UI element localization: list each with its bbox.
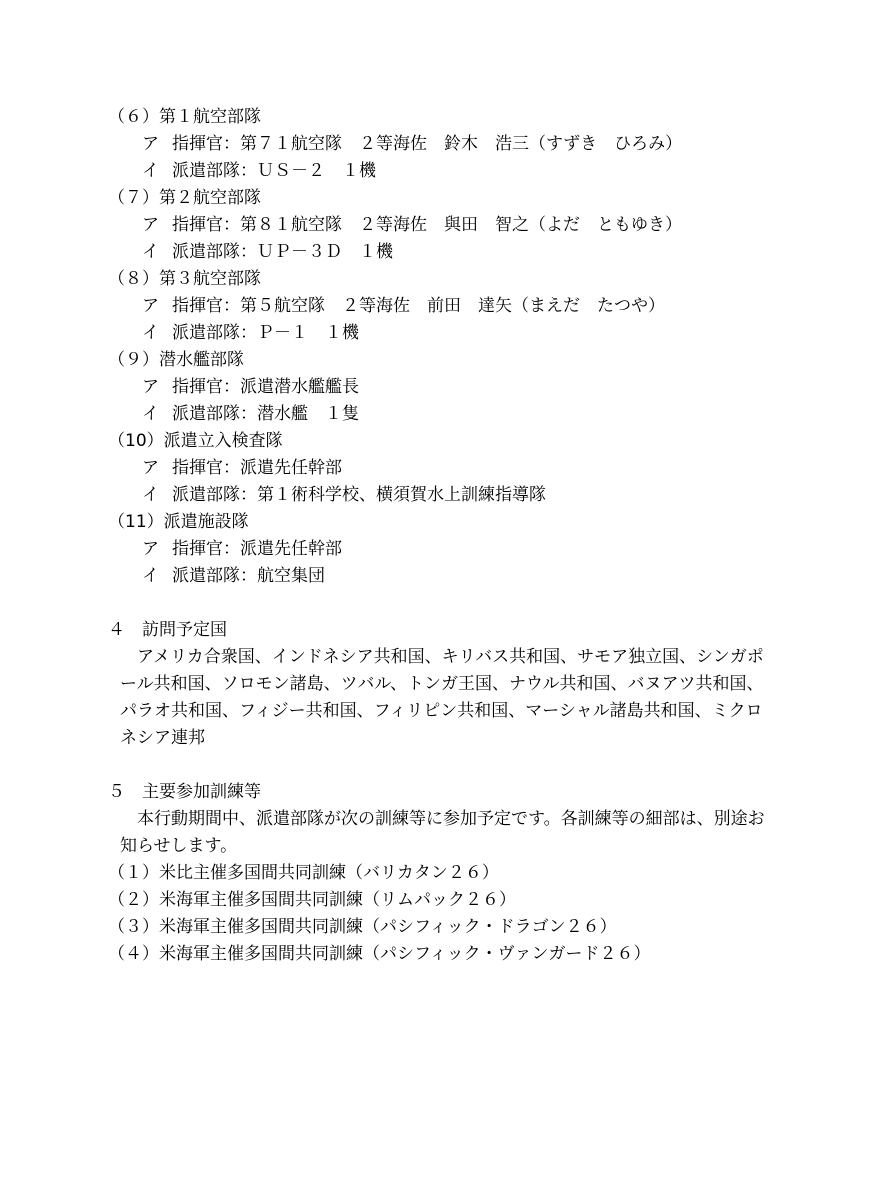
- item-text: 指揮官：第７１航空隊 ２等海佐 鈴木 浩三（すずき ひろみ）: [172, 134, 683, 154]
- item-text: 指揮官：第８１航空隊 ２等海佐 與田 智之（よだ ともゆき）: [172, 215, 682, 235]
- paragraph-line: 知らせします。: [120, 836, 238, 856]
- item-mark: ア: [142, 215, 159, 235]
- spacer: [108, 590, 808, 617]
- item-mark: ア: [142, 377, 159, 397]
- section-title: 訪問予定国: [142, 620, 227, 640]
- document-body: [108, 104, 808, 968]
- item-mark: ア: [142, 458, 159, 478]
- item-mark: イ: [142, 242, 159, 262]
- unit-item: [108, 536, 808, 563]
- item-mark: ア: [142, 134, 159, 154]
- unit-title: （11）派遣施設隊: [108, 512, 249, 532]
- unit-item: [108, 374, 808, 401]
- spacer: [108, 752, 808, 779]
- training-item: （４）米海軍主催多国間共同訓練（パシフィック・ヴァンガード２６）: [108, 944, 651, 964]
- section-heading: [108, 617, 808, 644]
- unit-item: [108, 563, 808, 590]
- item-mark: イ: [142, 161, 159, 181]
- training-item: （３）米海軍主催多国間共同訓練（パシフィック・ドラゴン２６）: [108, 917, 617, 937]
- unit-title: （８）第３航空部隊: [108, 269, 261, 289]
- unit-item: [108, 455, 808, 482]
- unit-title: （６）第１航空部隊: [108, 107, 261, 127]
- unit-item: [108, 482, 808, 509]
- unit-item: [108, 239, 808, 266]
- unit-title: （９）潜水艦部隊: [108, 350, 244, 370]
- item-text: 指揮官：第５航空隊 ２等海佐 前田 達矢（まえだ たつや）: [172, 296, 665, 316]
- item-mark: ア: [142, 539, 159, 559]
- item-mark: イ: [142, 485, 159, 505]
- item-mark: イ: [142, 404, 159, 424]
- section-heading: [108, 779, 808, 806]
- item-text: 指揮官：派遣先任幹部: [172, 458, 342, 478]
- training-item: （１）米比主催多国間共同訓練（バリカタン２６）: [108, 863, 499, 883]
- unit-item: [108, 320, 808, 347]
- paragraph-line: ネシア連邦: [120, 728, 205, 748]
- unit-title: （７）第２航空部隊: [108, 188, 261, 208]
- item-mark: ア: [142, 296, 159, 316]
- section-number: ５: [108, 782, 125, 802]
- unit-item: [108, 212, 808, 239]
- paragraph-line: ール共和国、ソロモン諸島、ツバル、トンガ王国、ナウル共和国、バヌアツ共和国、: [120, 674, 764, 694]
- item-text: 派遣部隊：潜水艦 １隻: [172, 404, 359, 424]
- item-mark: イ: [142, 566, 159, 586]
- item-text: 派遣部隊：ＵＳ－２ １機: [172, 161, 376, 181]
- paragraph-line: パラオ共和国、フィジー共和国、フィリピン共和国、マーシャル諸島共和国、ミクロ: [120, 701, 763, 721]
- unit-item: [108, 401, 808, 428]
- training-item: （２）米海軍主催多国間共同訓練（リムパック２６）: [108, 890, 516, 910]
- item-text: 派遣部隊：第１術科学校、横須賀水上訓練指導隊: [172, 485, 546, 505]
- item-mark: イ: [142, 323, 159, 343]
- item-text: 派遣部隊：Ｐ－１ １機: [172, 323, 359, 343]
- item-text: 派遣部隊：航空集団: [172, 566, 325, 586]
- paragraph-line: アメリカ合衆国、インドネシア共和国、キリバス共和国、サモア独立国、シンガポ: [137, 647, 764, 667]
- item-text: 派遣部隊：ＵＰ－３Ｄ １機: [172, 242, 393, 262]
- unit-title: （10）派遣立入検査隊: [108, 431, 283, 451]
- item-text: 指揮官：派遣潜水艦艦長: [172, 377, 359, 397]
- unit-item: [108, 293, 808, 320]
- section-title: 主要参加訓練等: [142, 782, 261, 802]
- unit-item: [108, 158, 808, 185]
- unit-item: [108, 131, 808, 158]
- paragraph-line: 本行動期間中、派遣部隊が次の訓練等に参加予定です。各訓練等の細部は、別途お: [137, 809, 765, 829]
- item-text: 指揮官：派遣先任幹部: [172, 539, 342, 559]
- section-number: ４: [108, 620, 125, 640]
